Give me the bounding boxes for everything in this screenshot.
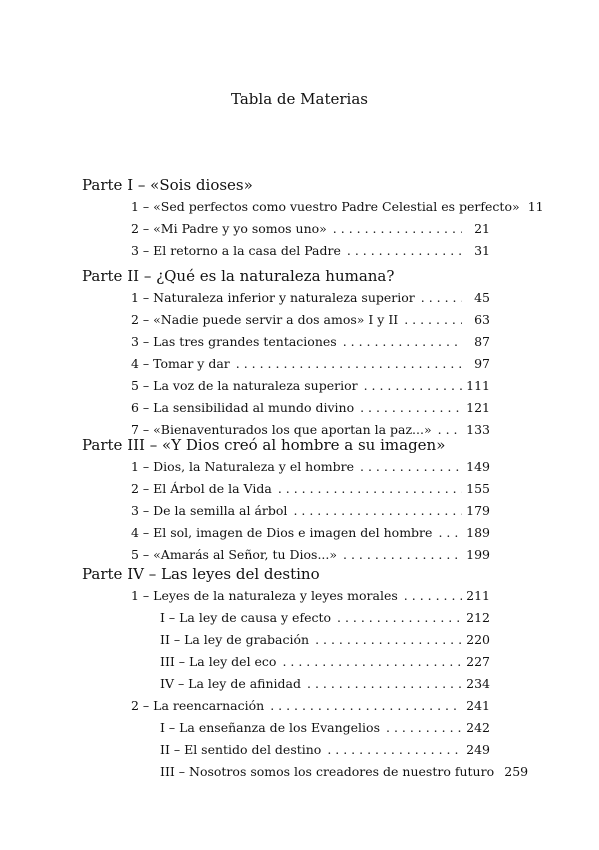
toc-subentry[interactable]: [160, 742, 490, 760]
toc-entry-label: 5 – La voz de la naturaleza superior: [131, 378, 358, 393]
toc-entry-label: 3 – Las tres grandes tentaciones: [131, 334, 337, 349]
toc-entry-label: III – La ley del eco: [160, 654, 277, 669]
dot-leader: [343, 334, 462, 349]
toc-entry-page: 242: [466, 720, 490, 735]
dot-leader: [343, 547, 462, 562]
toc-entry-label: IV – La ley de afinidad: [160, 676, 301, 691]
toc-entry-label: III – Nosotros somos los creadores de nuestro futuro: [160, 764, 495, 779]
toc-entry[interactable]: [131, 400, 490, 418]
dot-leader: [404, 312, 462, 327]
toc-entry-page: 149: [466, 459, 490, 474]
dot-leader: [438, 422, 462, 437]
toc-entry[interactable]: [131, 588, 490, 606]
toc-entry-page: 234: [466, 676, 490, 691]
part-heading: Parte III – «Y Dios creó al hombre a su imagen»: [82, 436, 446, 454]
toc-subentry[interactable]: [160, 764, 529, 782]
toc-entry-label: 2 – La reencarnación: [131, 698, 265, 713]
dot-leader: [278, 481, 462, 496]
toc-entry-page: 241: [466, 698, 490, 713]
toc-entry-label: 1 – Naturaleza inferior y naturaleza superior: [131, 290, 415, 305]
toc-entry-page: 227: [466, 654, 490, 669]
dot-leader: [360, 400, 462, 415]
toc-entry-page: 211: [466, 588, 490, 603]
dot-leader: [293, 503, 462, 518]
toc-subentry[interactable]: [160, 720, 490, 738]
toc-entry-page: 189: [466, 525, 490, 540]
toc-subentry[interactable]: [160, 654, 490, 672]
dot-leader: [327, 742, 462, 757]
toc-entry-label: 2 – «Nadie puede servir a dos amos» I y II: [131, 312, 399, 327]
toc-entry-label: 4 – El sol, imagen de Dios e imagen del hombre: [131, 525, 433, 540]
toc-entry[interactable]: [131, 312, 490, 330]
toc-entry-label: I – La ley de causa y efecto: [160, 610, 332, 625]
dot-leader: [315, 632, 462, 647]
toc-subentry[interactable]: [160, 676, 490, 694]
toc-entry-label: 4 – Tomar y dar: [131, 356, 230, 371]
toc-entry-page: 31: [474, 243, 490, 258]
dot-leader: [421, 290, 462, 305]
part-heading: Parte II – ¿Qué es la naturaleza humana?: [82, 267, 395, 285]
toc-subentry[interactable]: [160, 610, 490, 628]
toc-entry[interactable]: [131, 290, 490, 308]
toc-entry-label: 6 – La sensibilidad al mundo divino: [131, 400, 355, 415]
toc-entry-page: 220: [466, 632, 490, 647]
dot-leader: [282, 654, 462, 669]
dot-leader: [337, 610, 462, 625]
toc-entry[interactable]: [131, 459, 490, 477]
toc-entry-label: II – El sentido del destino: [160, 742, 322, 757]
toc-entry-label: I – La enseñanza de los Evangelios: [160, 720, 380, 735]
toc-entry-page: 179: [466, 503, 490, 518]
toc-entry[interactable]: [131, 378, 490, 396]
toc-entry-page: 155: [466, 481, 490, 496]
toc-entry-page: 199: [466, 547, 490, 562]
toc-subentry[interactable]: [160, 632, 490, 650]
part-heading: Parte I – «Sois dioses»: [82, 176, 253, 194]
toc-entry[interactable]: [131, 481, 490, 499]
toc-entry-label: 3 – El retorno a la casa del Padre: [131, 243, 341, 258]
toc-entry-page: 63: [474, 312, 490, 327]
toc-entry-label: II – La ley de grabación: [160, 632, 310, 647]
toc-entry-label: 1 – Dios, la Naturaleza y el hombre: [131, 459, 354, 474]
toc-entry-label: 3 – De la semilla al árbol: [131, 503, 288, 518]
toc-entry[interactable]: [131, 503, 490, 521]
dot-leader: [438, 525, 462, 540]
toc-entry[interactable]: [131, 698, 490, 716]
toc-entry[interactable]: [131, 525, 490, 543]
toc-entry[interactable]: [131, 199, 544, 217]
dot-leader: [386, 720, 462, 735]
toc-entry-label: 5 – «Amarás al Señor, tu Dios...»: [131, 547, 338, 562]
toc-entry-page: 249: [466, 742, 490, 757]
toc-entry-label: 7 – «Bienaventurados los que aportan la paz...»: [131, 422, 432, 437]
toc-entry-page: 87: [474, 334, 490, 349]
dot-leader: [364, 378, 462, 393]
toc-entry[interactable]: [131, 356, 490, 374]
dot-leader: [270, 698, 462, 713]
toc-entry[interactable]: [131, 547, 490, 565]
toc-entry-label: 2 – El Árbol de la Vida: [131, 481, 272, 496]
dot-leader: [236, 356, 462, 371]
toc-entry-page: 111: [466, 378, 490, 393]
toc-entry[interactable]: [131, 334, 490, 352]
part-heading: Parte IV – Las leyes del destino: [82, 565, 320, 583]
toc-entry-page: 97: [474, 356, 490, 371]
toc-entry-page: 45: [474, 290, 490, 305]
dot-leader: [404, 588, 462, 603]
dot-leader: [333, 221, 462, 236]
dot-leader: [307, 676, 462, 691]
toc-entry-page: 133: [466, 422, 490, 437]
toc-entry-label: 2 – «Mi Padre y yo somos uno»: [131, 221, 327, 236]
toc-entry-page: 259: [504, 764, 529, 779]
toc-entry-page: 21: [474, 221, 490, 236]
toc-entry-page: 11: [527, 199, 544, 214]
page-title: Tabla de Materias: [231, 90, 368, 108]
toc-entry[interactable]: [131, 243, 490, 261]
toc-entry-page: 121: [466, 400, 490, 415]
toc-entry-label: 1 – Leyes de la naturaleza y leyes morales: [131, 588, 398, 603]
toc-entry-label: 1 – «Sed perfectos como vuestro Padre Celestial es perfecto»: [131, 199, 520, 214]
dot-leader: [360, 459, 462, 474]
toc-entry-page: 212: [466, 610, 490, 625]
toc-entry[interactable]: [131, 221, 490, 239]
dot-leader: [347, 243, 462, 258]
